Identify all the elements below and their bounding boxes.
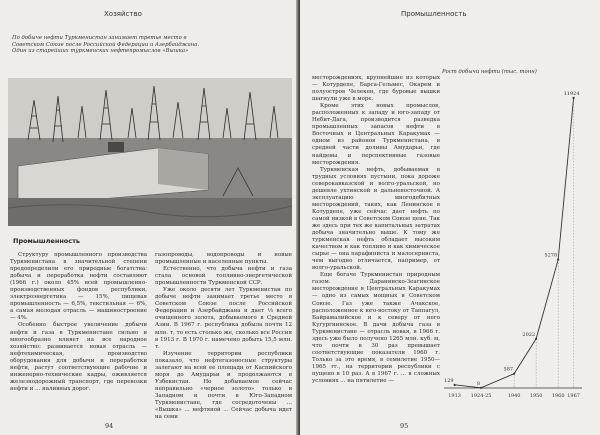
oil-production-chart xyxy=(438,66,588,416)
data-point xyxy=(454,384,456,386)
photo-caption: По добыче нефти Туркменистан занимает третье место в Советском Союзе после Российской Федерации и Азербайджана. Один из старейших туркменских нефтепромыслов «Вышка» xyxy=(12,35,200,54)
data-point xyxy=(572,97,574,99)
left-col-2 xyxy=(155,252,292,421)
paragraph: Особенно быстрое увеличение добычи нефти и газа в Туркменистане сильно и многообразно влияет на все народное хозяйство: развивается новая отрасль — нефтехимическая, производство оборудования для добычи и переработки нефти, растут соответствующие рабочие и инженерно-технические кадры, оживляется железнодорожный транспорт, где перевозки нефти и ... наливных дорог. xyxy=(10,322,147,392)
left-page xyxy=(0,0,298,435)
paragraph: Еще богаче Туркменистан природным газом. Даранинско-Зеагинское месторождение в Центральных Каракумах — одно из самых мощных в Советском Союзе. Газ уже также Ачакское, расположенное к юго-востоку от Таппагул, Байрамалийское и к северу от него Кугургиинское. В дачи добыча газа в Туркменистане — отрасль новая, в 1966 г. здесь уже было получено 1265 млн. куб. м, что почти в 30 раз превышает соответствующие показатели 1960 г. Только за это время, в семилетие 1950—1965 гг., на территории республики с пущено в 10 раз. А в 1967 г. ... в сложных условиях ... на пятилетие — xyxy=(312,272,440,385)
page-number-right: 95 xyxy=(400,422,409,430)
tick-label: 1960 xyxy=(551,393,565,399)
paragraph: месторождениях, крупнейшие из которых — Котурдепе, Барса-Гельмес, Окарем и полуостров Челекен, где буровые вышки шагнули уже в море. xyxy=(312,75,440,103)
data-label: 129 xyxy=(444,377,454,384)
paragraph: Изучение территории республики показало, что нефтегазоносные структуры залегают на всей ее площади от Каспийского моря до Амударьи и продолжаются в Узбекистан. Но добываемое сейчас неправильно «черное золото» только в Западном и почти в Юго-Западном Туркменистане, где сосредоточены ... «Вышка» ... нефтяной ... Сейчас добыча идет на семи xyxy=(155,350,292,421)
data-point xyxy=(513,373,515,375)
data-label: 5278 xyxy=(544,252,558,259)
paragraph: Кроме этих новых промыслов, расположенных к западу и юго-западу от Небит-Дага, производится разведка промышленных запасов нефти в Восточных и Центральных Каракумах — одном из районов Туркменистана, в средней части долины Амударьи, где найдены и перспективные газовые месторождения. xyxy=(312,103,440,166)
tick-label: 1924-25 xyxy=(470,393,492,399)
page-number-left: 94 xyxy=(105,422,114,430)
right-col xyxy=(312,75,440,385)
tick-label: 1967 xyxy=(567,393,580,399)
data-point xyxy=(535,338,537,340)
data-label: 2022 xyxy=(522,331,536,338)
data-label: 11924 xyxy=(563,90,580,97)
paragraph: Структуру промышленного производства Туркменистана в значительной степени предопределили его природные богатства: добыча и переработка нефти составляют (1966 г.) около 45% всей промышленно-производственных фондов республики, электроэнергетика — 15%, пищевая промышленность — 6,5%, текстильная — 6%, а самая молодая отрасль — машиностроение — 4%. xyxy=(10,252,147,322)
tick-label: 1913 xyxy=(448,393,461,399)
section-title: Промышленность xyxy=(13,237,80,245)
series-line xyxy=(455,98,574,388)
paragraph: газопроводы, водопроводы и новые промышленные и населенные пункты. xyxy=(155,252,292,266)
tick-label: 1940 xyxy=(507,393,521,399)
left-col-1 xyxy=(10,252,147,393)
running-head-left: Хозяйство xyxy=(104,10,142,18)
paragraph: Уже около десяти лет Туркменистан по добыче нефти занимает третье место в Советском Союзе после Российской Федерации и Азербайджана и дает ⅓ всего очищенного золота, добываемого в Средней Азии. В 1967 г. республика добыла почти 12 млн. т, то есть столько же, сколько все Россия в 1913 г. В 1970 г. намечено добыть 15,5 млн. т. xyxy=(155,287,292,350)
data-label: 587 xyxy=(503,366,514,373)
oil-field-photo xyxy=(8,78,292,226)
data-point xyxy=(557,258,559,260)
tick-label: 1950 xyxy=(529,393,543,399)
paragraph: Туркменская нефть, добываемая в трудных условиях пустыни, пока дороже северокавказской и волго-уральской, но дешевле ухтинской и дальневосточной. А эксплуатацию многодебитных месторождений, таких, как Ленинское в Котурдепе, уже сейчас дает нефть по самой низкой в Советском Союзе цене. Так же здесь при тех же капитальных затратах добыча значительно выше. К тому же туркменская нефть обладает высоким качеством и как топливо и как химическое сырье — она парафиниста и малосерниста, чем выгодно отличается, например, от волго-уральской. xyxy=(312,166,440,272)
data-point xyxy=(480,387,482,389)
data-label: 8 xyxy=(476,380,481,387)
chart-title: Рост добычи нефти (тыс. тонн) xyxy=(442,69,537,75)
paragraph: Естественно, что добыча нефти и газа стала основой топливно-энергетической промышленности Туркменской ССР. xyxy=(155,266,292,287)
running-head-right: Промышленность xyxy=(401,10,467,18)
